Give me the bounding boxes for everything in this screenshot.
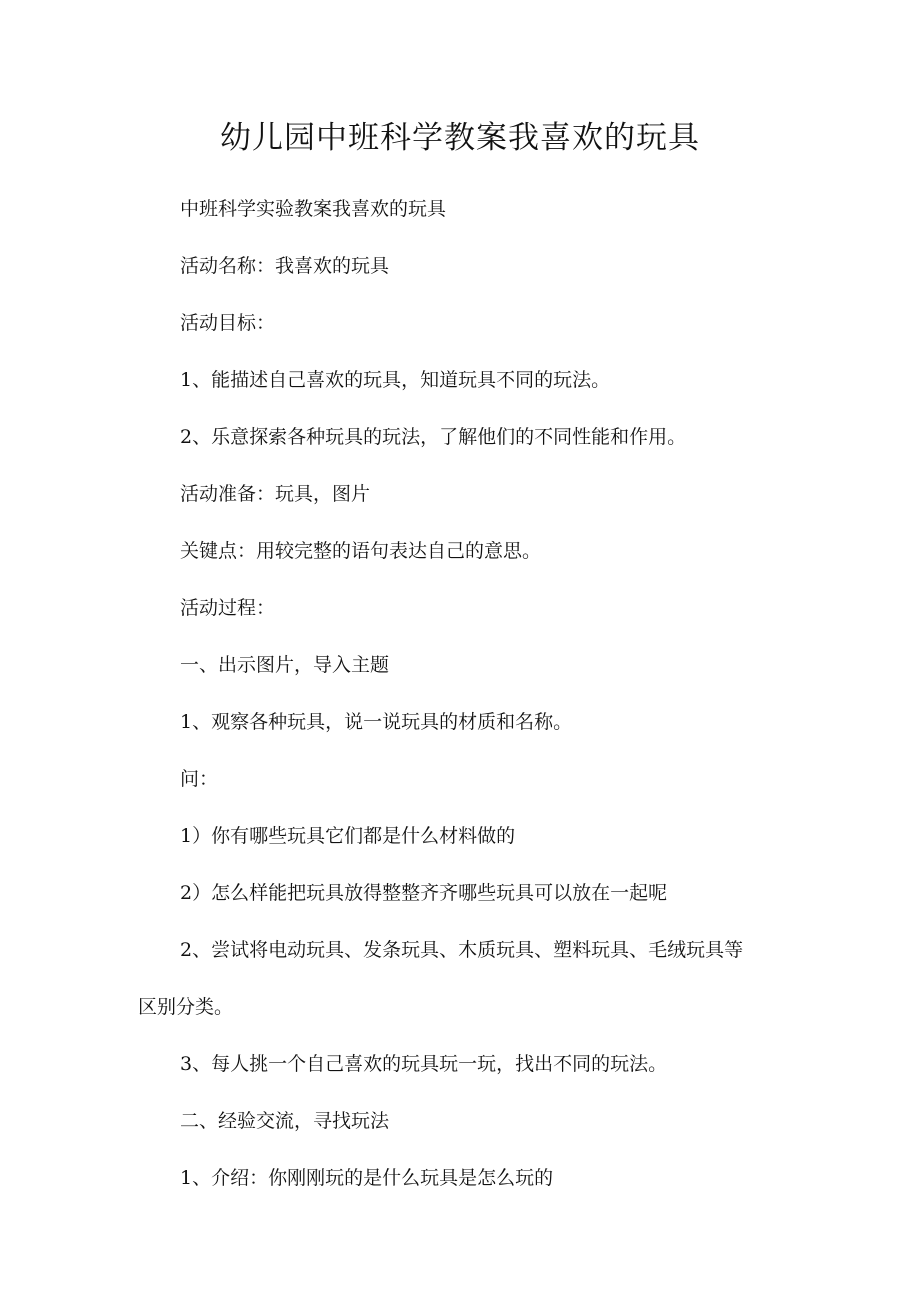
section-two-heading: 二、经验交流，寻找玩法 <box>180 1110 390 1132</box>
process-item-1: 1、观察各种玩具，说一说玩具的材质和名称。 <box>180 711 573 733</box>
process-item-2: 2、尝试将电动玩具、发条玩具、木质玩具、塑料玩具、毛绒玩具等 <box>180 939 744 961</box>
activity-process-heading: 活动过程： <box>180 597 276 619</box>
key-point-line: 关键点：用较完整的语句表达自己的意思。 <box>180 540 542 562</box>
activity-preparation-line: 活动准备：玩具，图片 <box>180 483 371 505</box>
activity-name-line: 活动名称：我喜欢的玩具 <box>180 255 390 277</box>
goal-item-2: 2、乐意探索各种玩具的玩法，了解他们的不同性能和作用。 <box>180 426 687 448</box>
question-label: 问： <box>180 768 219 790</box>
document-title: 幼儿园中班科学教案我喜欢的玩具 <box>220 120 700 156</box>
process-item-3: 3、每人挑一个自己喜欢的玩具玩一玩，找出不同的玩法。 <box>180 1053 668 1075</box>
section-one-heading: 一、出示图片，导入主题 <box>180 654 390 676</box>
activity-goal-heading: 活动目标： <box>180 312 276 334</box>
question-item-1: 1）你有哪些玩具它们都是什么材料做的 <box>180 825 516 847</box>
question-item-2: 2）怎么样能把玩具放得整整齐齐哪些玩具可以放在一起呢 <box>180 882 668 904</box>
goal-item-1: 1、能描述自己喜欢的玩具，知道玩具不同的玩法。 <box>180 369 611 391</box>
process-item-2-continued: 区别分类。 <box>138 996 234 1018</box>
section-two-item-1: 1、介绍：你刚刚玩的是什么玩具是怎么玩的 <box>180 1167 554 1189</box>
subtitle-line: 中班科学实验教案我喜欢的玩具 <box>180 198 447 220</box>
